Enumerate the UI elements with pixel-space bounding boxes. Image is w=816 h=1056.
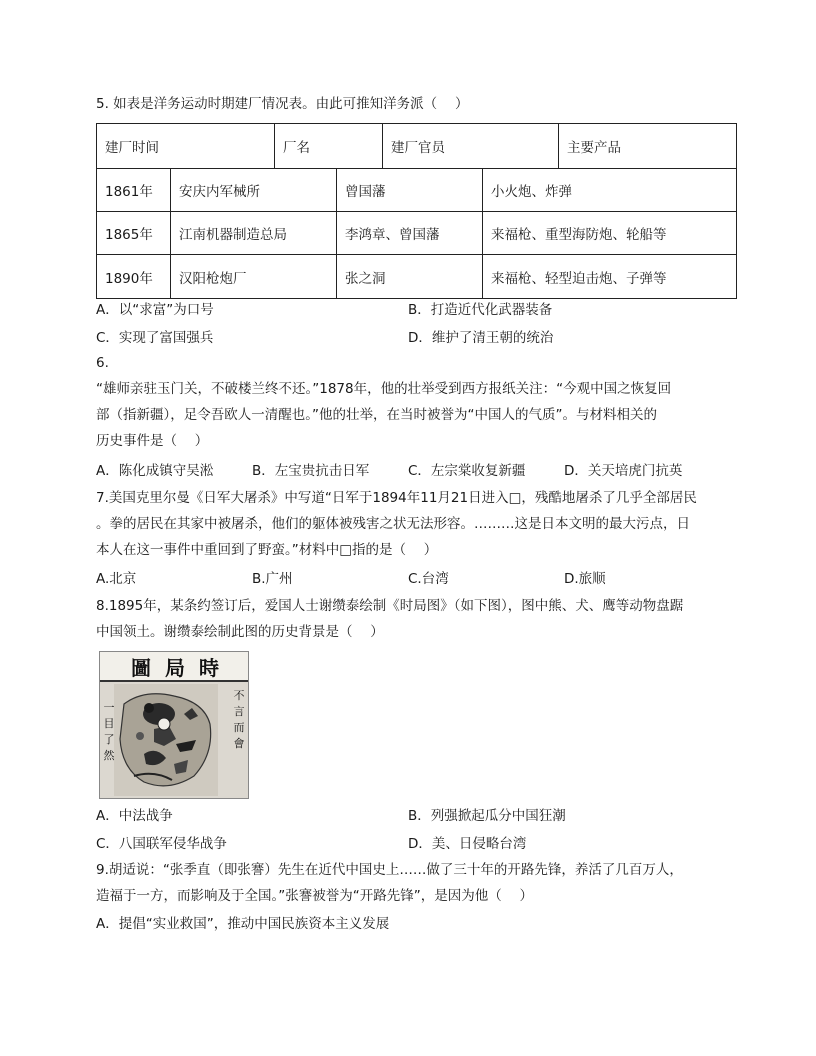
table-cell: 1865年 xyxy=(97,212,171,254)
table-cell: 汉阳枪炮厂 xyxy=(171,255,337,298)
q6-stem-line: “雄师亲驻玉门关，不破楼兰终不还。”1878年，他的壮举受到西方报纸关注：“今观中国之恢复回 xyxy=(96,381,672,397)
q6-option-c[interactable]: C．左宗棠收复新疆 xyxy=(408,463,526,479)
q7-stem-line: 。拳的居民在其家中被屠杀，他们的躯体被残害之状无法形容。………这是日本文明的最大污点，日 xyxy=(96,516,690,532)
q6-option-b[interactable]: B．左宝贵抗击日军 xyxy=(252,463,370,479)
table-row xyxy=(97,255,736,298)
q7-option-d[interactable]: D.旅顺 xyxy=(564,571,606,587)
image-title xyxy=(100,652,249,682)
caption-char: 而 xyxy=(233,721,245,734)
image-title-char: 時 xyxy=(199,655,219,680)
table-cell: 安庆内军械所 xyxy=(171,169,337,211)
image-title-char: 圖 xyxy=(131,655,151,680)
caption-char: 不 xyxy=(233,689,245,702)
q8-option-b[interactable]: B．列强掀起瓜分中国狂潮 xyxy=(408,808,566,824)
caption-char: 言 xyxy=(233,705,245,718)
q5-option-c[interactable]: C．实现了富国强兵 xyxy=(96,330,214,346)
q7-stem-line: 7.美国克里尔曼《日军大屠杀》中写道“日军于1894年11月21日进入□，残酷地屠杀了几乎全部居民 xyxy=(96,490,697,506)
q7-option-a[interactable]: A.北京 xyxy=(96,571,137,587)
q8-option-c[interactable]: C．八国联军侵华战争 xyxy=(96,836,227,852)
shiju-tu-image xyxy=(99,651,249,799)
caption-char: 會 xyxy=(233,737,245,750)
caption-char: 了 xyxy=(103,733,115,746)
q9-stem-line: 造福于一方，而影响及于全国。”张謇被誉为“开路先锋”，是因为他（ ） xyxy=(96,888,534,904)
table-header-row xyxy=(97,124,736,169)
header-cell: 主要产品 xyxy=(567,140,621,156)
q7-option-c[interactable]: C.台湾 xyxy=(408,571,449,587)
table-cell: 来福枪、轻型迫击炮、子弹等 xyxy=(491,270,667,287)
q7-stem-line: 本人在这一事件中重回到了野蛮。”材料中□指的是（ ） xyxy=(96,542,438,558)
table-cell: 李鸿章、曾国藩 xyxy=(337,212,483,254)
q7-option-b[interactable]: B.广州 xyxy=(252,571,293,587)
q5-option-b[interactable]: B．打造近代化武器装备 xyxy=(408,302,553,318)
caption-char: 目 xyxy=(103,717,115,730)
q8-option-d[interactable]: D．美、日侵略台湾 xyxy=(408,836,527,852)
q5-stem: 5. 如表是洋务运动时期建厂情况表。由此可推知洋务派（ ） xyxy=(96,96,469,112)
table-row xyxy=(97,169,736,212)
table-cell: 小火炮、炸弹 xyxy=(491,184,572,200)
q8-stem-line: 中国领土。谢缵泰绘制此图的历史背景是（ ） xyxy=(96,624,384,640)
table-cell: 张之洞 xyxy=(337,255,483,298)
q5-option-a[interactable]: A．以“求富”为口号 xyxy=(96,302,214,318)
header-cell: 建厂时间 xyxy=(97,124,275,168)
q9-option-a[interactable]: A．提倡“实业救国”，推动中国民族资本主义发展 xyxy=(96,916,390,932)
q6-option-a[interactable]: A．陈化成镇守吴淞 xyxy=(96,463,214,479)
q8-option-a[interactable]: A．中法战争 xyxy=(96,808,173,824)
table-cell: 1890年 xyxy=(97,255,171,298)
caption-char: 然 xyxy=(103,749,115,762)
header-cell: 厂名 xyxy=(275,124,383,168)
caption-char: 一 xyxy=(103,701,115,714)
q8-stem-line: 8.1895年，某条约签订后，爱国人士谢缵泰绘制《时局图》（如下图），图中熊、犬、鹰等动物盘踞 xyxy=(96,598,684,614)
cartoon-map-illustration xyxy=(114,684,218,796)
table-row xyxy=(97,212,736,255)
q6-option-d[interactable]: D．关天培虎门抗英 xyxy=(564,463,683,479)
table-cell: 江南机器制造总局 xyxy=(171,212,337,254)
q6-number: 6. xyxy=(96,355,109,371)
image-right-caption xyxy=(233,688,245,752)
image-title-char: 局 xyxy=(165,655,185,680)
q9-stem-line: 9.胡适说：“张季直（即张謇）先生在近代中国史上……做了三十年的开路先锋，养活了几百万人， xyxy=(96,862,683,878)
table-cell: 来福枪、重型海防炮、轮船等 xyxy=(491,227,667,243)
q6-stem-line: 历史事件是（ ） xyxy=(96,433,209,449)
q5-table xyxy=(96,123,737,299)
table-cell: 曾国藩 xyxy=(337,169,483,211)
q5-option-d[interactable]: D．维护了清王朝的统治 xyxy=(408,330,554,346)
q6-stem-line: 部（指新疆），足令吾欧人一清醒也。”他的壮举，在当时被誉为“中国人的气质”。与材料相关的 xyxy=(96,407,657,423)
header-cell: 建厂官员 xyxy=(383,124,559,168)
table-cell: 1861年 xyxy=(97,169,171,211)
